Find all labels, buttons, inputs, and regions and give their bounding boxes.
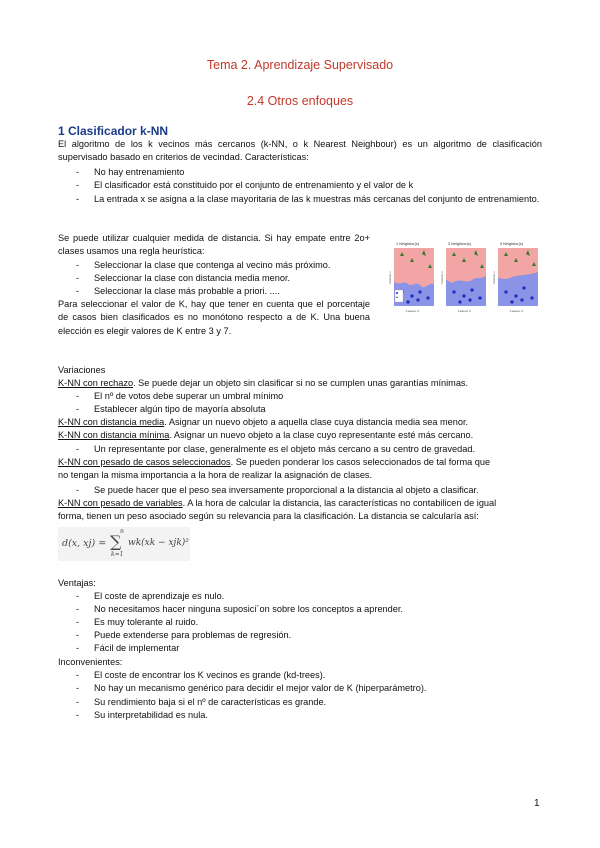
y-axis-label: Feature 1 <box>440 271 444 284</box>
y-axis-label: Feature 1 <box>388 271 392 284</box>
x-axis-label: Feature 0 <box>510 309 523 313</box>
variation-variables: K-NN con pesado de variables. A la hora de calcular la distancia, las características no contabilicen de igual <box>58 498 497 508</box>
k-selection-paragraph: Para seleccionar el valor de K, hay que tener en cuenta que el porcentaje de casos bien clasificados es no monótono respecto a de K. Una buena elección es elegir valores de K entre 3 y 7. <box>58 299 370 336</box>
y-axis-label: Feature 1 <box>492 271 496 284</box>
page-subtitle: 2.4 Otros enfoques <box>246 94 354 108</box>
knn-decision-boundaries-figure <box>388 240 544 318</box>
panel-title: 3 Neighbor(s) <box>448 242 472 246</box>
x-axis-label: Feature 0 <box>406 309 419 313</box>
variation-rechazo: K-NN con rechazo. Se puede dejar un objeto sin clasificar si no se cumplen unas garantías mínimas. <box>58 378 469 388</box>
variation-variables-cont: forma, tienen un peso asociado según su relevancia para la clasificación. La distancia se calcularía así: <box>58 511 479 521</box>
panel-1-neighbor <box>388 242 434 313</box>
page-number: 1 <box>534 798 540 809</box>
panel-title: 1 Neighbor(s) <box>396 242 420 246</box>
weighted-distance-formula: d(x, xj) = n ∑ k=1 wk(xk − xjk)² <box>58 527 190 561</box>
panel-9-neighbors <box>492 242 538 313</box>
variations-heading: Variaciones <box>58 365 106 375</box>
panel-title: 9 Neighbor(s) <box>500 242 524 246</box>
panel-3-neighbors <box>440 242 486 313</box>
distance-paragraph: Se puede utilizar cualquier medida de distancia. Si hay empate entre 2o+ clases usamos una regla heurística: <box>58 233 370 257</box>
section-heading-knn: 1 Clasificador k-NN <box>58 124 169 138</box>
variation-casos-cont: no tengan la misma importancia a la hora de realizar la asignación de clases. <box>58 470 373 480</box>
variation-minima: K-NN con distancia mínima. Asignar un nuevo objeto a la clase cuyo representante esté más cercano. <box>58 430 474 440</box>
variation-media: K-NN con distancia media. Asignar un nuevo objeto a aquella clase cuya distancia media sea menor. <box>58 417 469 427</box>
knn-intro: El algoritmo de los k vecinos más cercanos (k-NN, o k Nearest Neighbour) es un algoritmo de clasificación supervisado basado en criterios de vecindad. Características: <box>58 139 542 163</box>
advantages-heading: Ventajas: <box>58 578 96 588</box>
page-title: Tema 2. Aprendizaje Supervisado <box>206 58 394 72</box>
variation-casos: K-NN con pesado de casos seleccionados. Se pueden ponderar los casos seleccionados de tal forma que <box>58 457 491 467</box>
x-axis-label: Feature 0 <box>458 309 471 313</box>
disadvantages-heading: Inconvenientes: <box>58 657 123 667</box>
